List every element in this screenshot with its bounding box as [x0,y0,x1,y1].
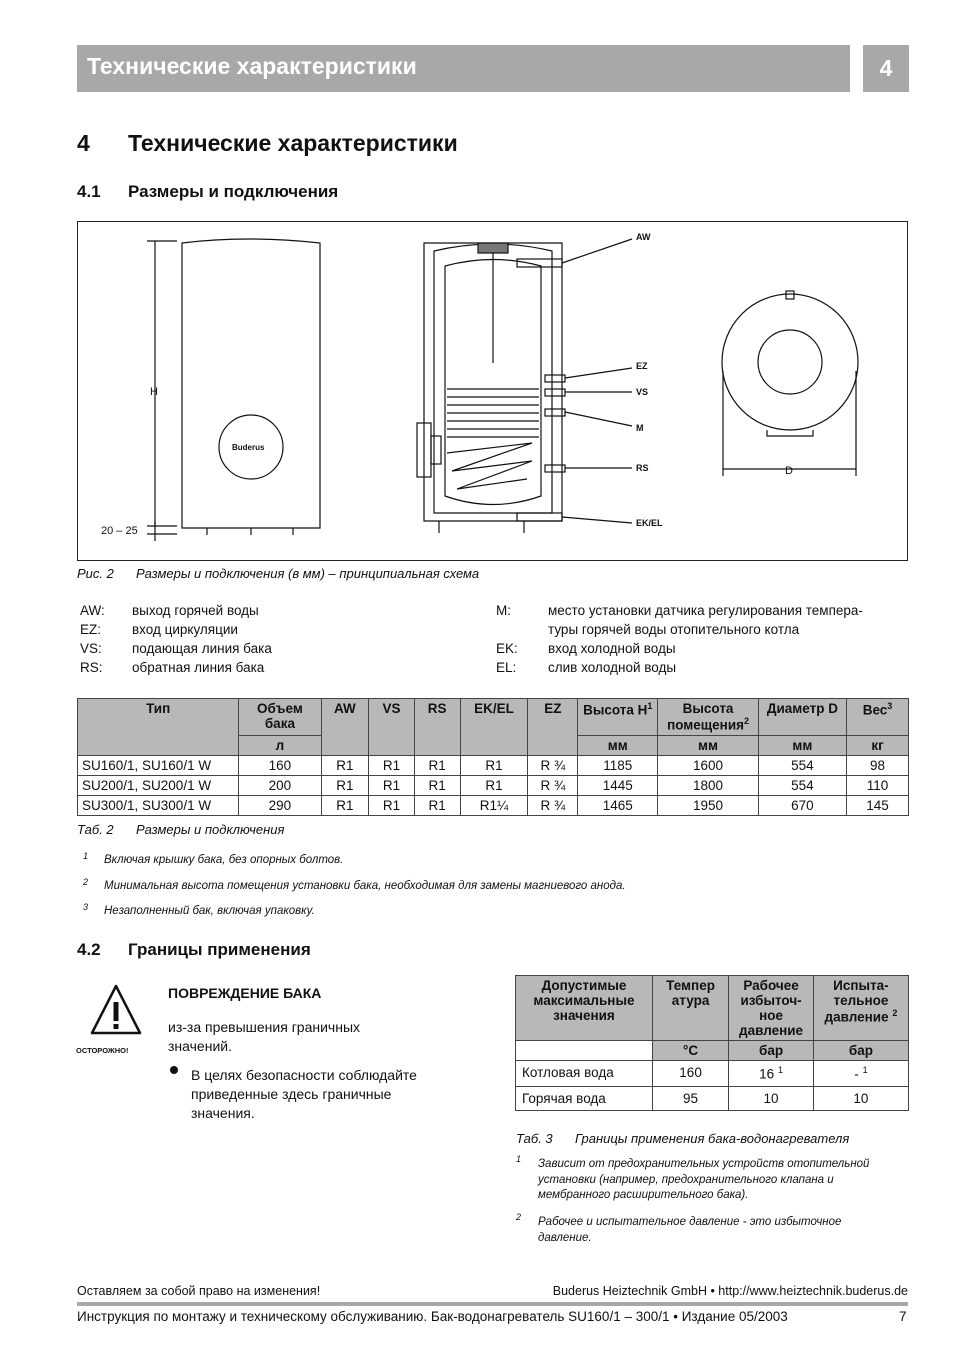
tank-diagram [77,221,908,561]
dim-gap-label: 20 – 25 [101,525,138,537]
limits-table [515,975,909,1111]
cell: 160 [239,755,321,775]
th-weight-sup: 3 [887,701,893,711]
footnote-number: 2 [83,877,89,887]
footnote-number: 2 [516,1212,522,1222]
table-caption-number: Таб. 2 [77,822,114,837]
warning-line: значений. [168,1038,232,1054]
th-weight-text: Вес [862,702,888,718]
legend-value: вход холодной воды [548,641,676,656]
cell: 554 [758,755,846,775]
table-caption: Размеры и подключения [136,822,285,837]
th-test-text: Испыта-тельное давление [824,978,889,1025]
dim-h-label: H [150,386,158,398]
cell: R1 [321,775,369,795]
cell: Горячая вода [516,1086,653,1110]
legend-key: EL: [496,660,517,675]
table-row [516,1086,909,1110]
cell: R1 [369,795,415,815]
legend-left-values [132,601,272,677]
legend-value: слив холодной воды [548,660,677,675]
footer-left: Оставляем за собой право на изменения! [77,1284,321,1298]
legend-value: туры горячей воды отопительного котла [548,622,800,637]
th-room-text: Высота помещения [667,701,745,733]
footnote-text: Включая крышку бака, без опорных болтов. [104,854,344,866]
cell-value: 16 [759,1066,775,1082]
unit-height: мм [578,735,658,755]
th-ez: EZ [528,699,578,756]
figure-caption: Размеры и подключения (в мм) – принципиальная схема [136,566,480,581]
cell: 290 [239,795,321,815]
footer-right: Buderus Heiztechnik GmbH • http://www.heiztechnik.buderus.de [552,1284,908,1298]
cell-sup: 1 [777,1065,783,1075]
cell-sup: 1 [862,1065,868,1075]
th-height-sup: 1 [647,701,653,711]
unit-bar: бар [729,1041,814,1061]
th-height-text: Высота H [583,702,648,718]
table-caption: Границы применения бака-водонагревателя [575,1131,850,1146]
cell: 1600 [658,755,758,775]
cell: SU300/1, SU300/1 W [78,795,239,815]
dim-d-label: D [785,465,793,477]
th-test-sup: 2 [892,1008,898,1018]
subsection-number: 4.1 [77,182,101,201]
th-room-sup: 2 [744,716,750,726]
cell-value: - [854,1066,859,1082]
th-ekel: EK/EL [460,699,528,756]
cell: 10 [729,1086,814,1110]
cell: R ¾ [528,795,578,815]
cell: R1 [321,795,369,815]
dimensions-table [77,698,909,816]
legend-value: подающая линия бака [132,641,272,656]
table-caption-number: Таб. 3 [516,1131,553,1146]
legend-value: выход горячей воды [132,603,259,618]
th-height [578,699,658,736]
footer-rule [77,1302,908,1306]
label-ez: EZ [636,361,648,371]
cell: R1 [414,755,460,775]
footnote-text: Зависит от предохранительных устройств отопительной установки (например, предохранительного клапана и мембранного расширительного бака). [538,1158,870,1201]
th-type: Тип [78,699,239,756]
cell: 1800 [658,775,758,795]
unit-bar: бар [813,1041,908,1061]
legend-key: EK: [496,641,518,656]
label-ekel: EK/EL [636,518,663,528]
cell: R1 [369,775,415,795]
cell: SU160/1, SU160/1 W [78,755,239,775]
cell: Котловая вода [516,1061,653,1087]
table-row [516,1061,909,1087]
figure-caption-number: Рис. 2 [77,566,114,581]
table-row [78,795,909,815]
footnote-text: Рабочее и испытательное давление - это избыточное давление. [538,1216,842,1244]
legend-key: RS: [80,660,103,675]
cell: R ¾ [528,755,578,775]
cell: 95 [652,1086,728,1110]
bullet-line: значения. [191,1105,255,1121]
label-rs: RS [636,463,649,473]
th-test-pressure [813,976,908,1041]
th-limits: Допустимые максимальные значения [516,976,653,1041]
cell: 110 [847,775,909,795]
legend-key: AW: [80,603,105,618]
th-aw: AW [321,699,369,756]
cell: R1 [369,755,415,775]
cell: R ¾ [528,775,578,795]
bullet-line: В целях безопасности соблюдайте [191,1067,417,1083]
section-title: Технические характеристики [128,130,458,156]
cell: R1 [414,775,460,795]
cell: R1 [460,775,528,795]
cell: 145 [847,795,909,815]
cell: 98 [847,755,909,775]
th-room-height [658,699,758,736]
cell: 1950 [658,795,758,815]
unit-weight: кг [847,735,909,755]
warning-line: из-за превышения граничных [168,1019,361,1035]
cell: 1465 [578,795,658,815]
cell: 200 [239,775,321,795]
cell: R1 [414,795,460,815]
cell: 160 [652,1061,728,1087]
legend-value: обратная линия бака [132,660,265,675]
legend-left-keys [80,601,105,677]
cell: R1¼ [460,795,528,815]
cell [729,1061,814,1087]
unit-diameter: мм [758,735,846,755]
cell: 554 [758,775,846,795]
th-weight [847,699,909,736]
th-vs: VS [369,699,415,756]
warning-text [168,1018,360,1056]
th-diameter: Диаметр D [758,699,846,736]
legend-value: вход циркуляции [132,622,238,637]
footnote-text: Незаполненный бак, включая упаковку. [104,905,315,917]
legend-key: M: [496,603,511,618]
page-number: 7 [899,1309,907,1324]
legend-right-values [548,601,863,677]
header-chapter-number: 4 [863,45,909,92]
legend-key-blank [496,620,518,639]
th-temperature: Темпер атура [652,976,728,1041]
cell: 1185 [578,755,658,775]
legend-key: EZ: [80,622,102,637]
th-rs: RS [414,699,460,756]
cell: 10 [813,1086,908,1110]
brand-logo-text: Buderus [232,443,265,452]
unit-celsius: °C [652,1041,728,1061]
unit-blank [516,1041,653,1061]
table-row [78,775,909,795]
warning-title: ПОВРЕЖДЕНИЕ БАКА [168,985,322,1001]
header-title: Технические характеристики [87,53,417,79]
legend-value: место установки датчика регулирования темпера- [548,603,863,618]
subsection-title: Границы применения [128,940,311,959]
label-aw: AW [636,232,651,242]
label-vs: VS [636,387,649,397]
subsection-title: Размеры и подключения [128,182,339,201]
cell: R1 [321,755,369,775]
bullet-icon [170,1066,178,1074]
subsection-number: 4.2 [77,940,101,959]
legend-key: VS: [80,641,102,656]
footnote-text: Минимальная высота помещения установки бака, необходимая для замены магниевого анода. [104,880,626,892]
footnote-number: 3 [83,902,89,912]
warning-icon-label: ОСТОРОЖНО! [76,1046,129,1055]
warning-icon [89,983,143,1037]
cell: 670 [758,795,846,815]
unit-room: мм [658,735,758,755]
cell: 1445 [578,775,658,795]
section-number: 4 [77,130,90,156]
unit-volume: л [239,735,321,755]
footnote-number: 1 [516,1154,522,1164]
footnote-number: 1 [83,851,89,861]
th-volume: Объем бака [239,699,321,736]
cell: R1 [460,755,528,775]
table-row [78,755,909,775]
bullet-line: приведенные здесь граничные [191,1086,392,1102]
cell: SU200/1, SU200/1 W [78,775,239,795]
legend-right-keys [496,601,518,677]
warning-bullet [191,1066,417,1123]
th-working-pressure: Рабочее избыточ-ное давление [729,976,814,1041]
label-m: M [636,423,644,433]
cell [813,1061,908,1087]
footer-bottom: Инструкция по монтажу и техническому обслуживанию. Бак-водонагреватель SU160/1 – 300/1 • Издание 05/2003 [77,1309,788,1324]
